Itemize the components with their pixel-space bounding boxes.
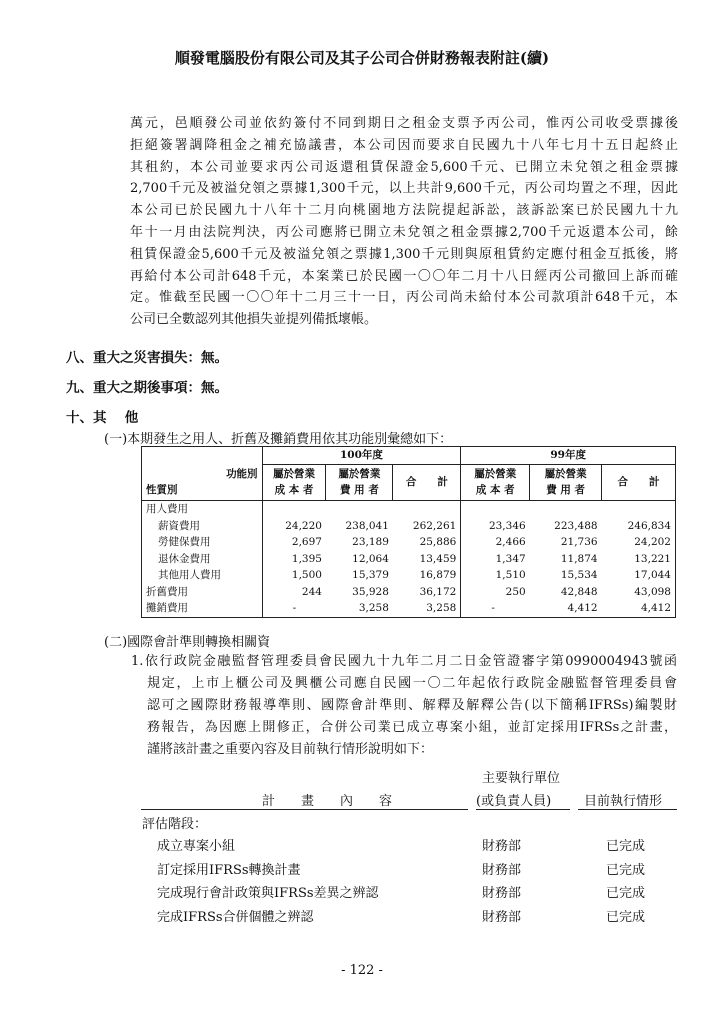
paragraph-line: 其租約，本公司並要求丙公司返還租賃保證金5,600千元、已開立未兌領之租金票據 xyxy=(130,159,678,175)
header-cost-current xyxy=(262,464,326,501)
expense-row-label: 勞健保費用 xyxy=(142,534,263,551)
plan-header-status: 目前執行情形 xyxy=(584,794,663,809)
expense-row-label: 其他用人費用 xyxy=(142,567,263,584)
header-total-prior: 合 計 xyxy=(602,464,676,501)
ifrs-paragraph xyxy=(131,651,677,761)
paragraph-line: 2,700千元及被溢兌領之票據1,300千元，以上共計9,600千元，丙公司均置之不理，因此 xyxy=(130,181,678,197)
expense-value-cell: 15,379 xyxy=(352,569,389,581)
expense-value-cell xyxy=(262,501,326,518)
header-line: 費 用 者 xyxy=(340,484,379,497)
expense-value-cell: 238,041 xyxy=(345,519,389,532)
plan-header-rule xyxy=(476,809,570,810)
header-line: 屬於營業 xyxy=(273,467,316,480)
paragraph-line: 定。惟截至民國一〇〇年十二月三十一日，丙公司尚未給付本公司款項計648千元，本 xyxy=(130,290,678,306)
plan-item-status: 已完成 xyxy=(606,839,646,854)
header-line: 屬於營業 xyxy=(544,467,587,480)
plan-item-unit: 財務部 xyxy=(482,909,522,925)
expense-row xyxy=(142,501,676,518)
expense-value-cell: 21,736 xyxy=(560,536,598,548)
expense-value-cell: 42,848 xyxy=(560,585,598,598)
expense-row xyxy=(142,584,676,601)
plan-item: 完成IFRSs合併個體之辨認 xyxy=(157,909,314,925)
expense-value-cell: 1,510 xyxy=(495,569,526,581)
plan-item: 成立專案小組 xyxy=(157,839,236,854)
expense-row-label: 用人費用 xyxy=(142,501,263,518)
header-line: 成 本 者 xyxy=(274,484,314,497)
paragraph-line: 拒絕簽署調降租金之補充協議書，本公司因而要求自民國九十八年七月十五日起終止 xyxy=(130,137,678,153)
plan-item: 完成現行會計政策與IFRSs差異之辨認 xyxy=(157,886,379,901)
expense-value-cell: 2,466 xyxy=(495,536,526,548)
subsection-1-heading: (一)本期發生之用人、折舊及攤銷費用依其功能別彙總如下： xyxy=(104,432,453,447)
expense-row xyxy=(142,534,676,551)
header-total-current: 合 計 xyxy=(393,464,461,501)
plan-header-rule xyxy=(141,809,468,810)
paragraph-line: 謹將該計畫之重要內容及目前執行情形說明如下： xyxy=(147,742,434,757)
expense-value-cell: 17,044 xyxy=(602,567,676,584)
expense-row xyxy=(142,600,676,617)
header-expense-current xyxy=(326,464,393,501)
expense-value-cell: 16,879 xyxy=(393,567,461,584)
plan-header-content: 計 畫 內 容 xyxy=(262,794,393,809)
plan-phase-label: 評估階段： xyxy=(142,817,208,832)
expense-value-cell xyxy=(461,501,530,518)
paragraph-line: 務報告，為因應上開修正，合併公司業已成立專案小組，並訂定採用IFRSs之計畫， xyxy=(147,720,677,735)
paragraph-line: 1.依行政院金融監督管理委員會民國九十九年二月二日金管證審字第0990004943號函 xyxy=(131,654,677,669)
expense-value-cell: 1,347 xyxy=(495,552,526,565)
lawsuit-paragraph xyxy=(130,113,678,331)
plan-item-status: 已完成 xyxy=(606,909,646,925)
plan-header-unit: (或負責人員) xyxy=(476,794,552,809)
section-8-heading: 八、重大之災害損失：無。 xyxy=(66,350,228,366)
expense-value-cell: 3,258 xyxy=(393,600,461,617)
expense-value-cell: 24,202 xyxy=(602,534,676,551)
plan-item: 訂定採用IFRSs轉換計畫 xyxy=(157,862,301,878)
expense-value-cell: 13,221 xyxy=(602,551,676,568)
header-line: 費 用 者 xyxy=(546,484,586,497)
paragraph-line: 本公司已於民國九十八年十二月向桃園地方法院提起訴訟，該訴訟案已於民國九十九 xyxy=(130,203,678,219)
paragraph-line: 規定，上市上櫃公司及興櫃公司應自民國一〇二年起依行政院金融監督管理委員會 xyxy=(147,676,677,691)
expense-value-cell: 4,412 xyxy=(602,600,676,617)
page-title: 順發電腦股份有限公司及其子公司合併財務報表附註(續) xyxy=(174,49,550,67)
expense-value-cell: 25,886 xyxy=(393,534,461,551)
expense-value-cell: 244 xyxy=(301,585,322,598)
expense-value-cell: 11,874 xyxy=(560,552,598,565)
expense-value-cell: 1,500 xyxy=(291,569,322,581)
paragraph-line: 萬元，邑順發公司並依約簽付不同到期日之租金支票予丙公司，惟丙公司收受票據後 xyxy=(130,116,678,131)
year-current-header: 100年度 xyxy=(262,447,461,465)
header-line: 屬於營業 xyxy=(338,467,381,480)
expense-value-cell: 35,928 xyxy=(352,585,389,598)
section-9-heading: 九、重大之期後事項：無。 xyxy=(66,380,228,396)
corner-cell xyxy=(142,447,263,465)
paragraph-line: 公司已全數認列其他損失並提列備抵壞帳。 xyxy=(130,312,378,328)
expense-value-cell: 12,064 xyxy=(352,552,389,565)
corner-nature-label: 性質別 xyxy=(146,484,178,496)
expense-value-cell xyxy=(393,501,461,518)
expense-row-label: 退休金費用 xyxy=(142,551,263,568)
expense-value-cell: 3,258 xyxy=(326,600,393,617)
section-10-heading: 十、其 他 xyxy=(66,410,139,426)
expense-value-cell: 250 xyxy=(505,585,526,598)
expense-value-cell xyxy=(530,501,602,518)
plan-header-unit-top: 主要執行單位 xyxy=(482,771,561,786)
expense-value-cell: 246,834 xyxy=(602,518,676,535)
expense-row-label: 薪資費用 xyxy=(142,518,263,535)
plan-item-unit: 財務部 xyxy=(482,862,522,878)
expense-value-cell: 4,412 xyxy=(530,600,602,617)
year-prior-header: 99年度 xyxy=(461,447,676,465)
paragraph-line: 再給付本公司計648千元，本案業已於民國一〇〇年二月十八日經丙公司撤回上訴而確 xyxy=(130,268,678,284)
page-number: - 122 - xyxy=(341,963,383,978)
paragraph-line: 年十一月由法院判決，丙公司應將已開立未兌領之租金票據2,700千元返還本公司，餘 xyxy=(130,224,678,240)
expense-value-cell: 13,459 xyxy=(393,551,461,568)
expense-row-label: 攤銷費用 xyxy=(142,600,263,617)
expense-value-cell: 1,395 xyxy=(291,552,322,565)
header-line: 成 本 者 xyxy=(475,484,515,497)
header-expense-prior xyxy=(530,464,602,501)
plan-item-status: 已完成 xyxy=(606,886,646,901)
expense-value-cell: 43,098 xyxy=(602,584,676,601)
plan-header-rule xyxy=(578,809,677,810)
expense-table xyxy=(141,446,676,618)
header-line: 屬於營業 xyxy=(474,467,517,480)
corner-function-label: 功能別 xyxy=(226,468,258,480)
expense-value-cell: 36,172 xyxy=(393,584,461,601)
expense-row xyxy=(142,567,676,584)
paragraph-line: 認可之國際財務報導準則、國際會計準則、解釋及解釋公告(以下簡稱IFRSs)編製財 xyxy=(147,698,677,713)
expense-value-cell: 24,220 xyxy=(285,519,322,532)
expense-value-cell: - xyxy=(461,600,530,617)
corner-labels xyxy=(142,464,263,501)
header-cost-prior xyxy=(461,464,530,501)
expense-value-cell: 23,189 xyxy=(352,536,389,548)
paragraph-line: 租賃保證金5,600千元及被溢兌領之票據1,300千元則與原租賃約定應付租金互抵後，將 xyxy=(130,246,678,262)
plan-item-unit: 財務部 xyxy=(482,886,522,901)
expense-value-cell xyxy=(326,501,393,518)
expense-row xyxy=(142,551,676,568)
expense-value-cell: 23,346 xyxy=(488,519,526,532)
expense-row xyxy=(142,518,676,535)
plan-item-status: 已完成 xyxy=(606,862,646,878)
expense-value-cell: 223,488 xyxy=(554,519,598,532)
expense-row-label: 折舊費用 xyxy=(142,584,263,601)
expense-value-cell: 262,261 xyxy=(393,518,461,535)
expense-value-cell: 15,534 xyxy=(560,569,598,581)
subsection-2-heading: (二)國際會計準則轉換相關資 xyxy=(104,635,271,650)
expense-value-cell xyxy=(602,501,676,518)
expense-value-cell: 2,697 xyxy=(291,536,322,548)
plan-item-unit: 財務部 xyxy=(482,839,522,854)
expense-value-cell: - xyxy=(262,600,326,617)
